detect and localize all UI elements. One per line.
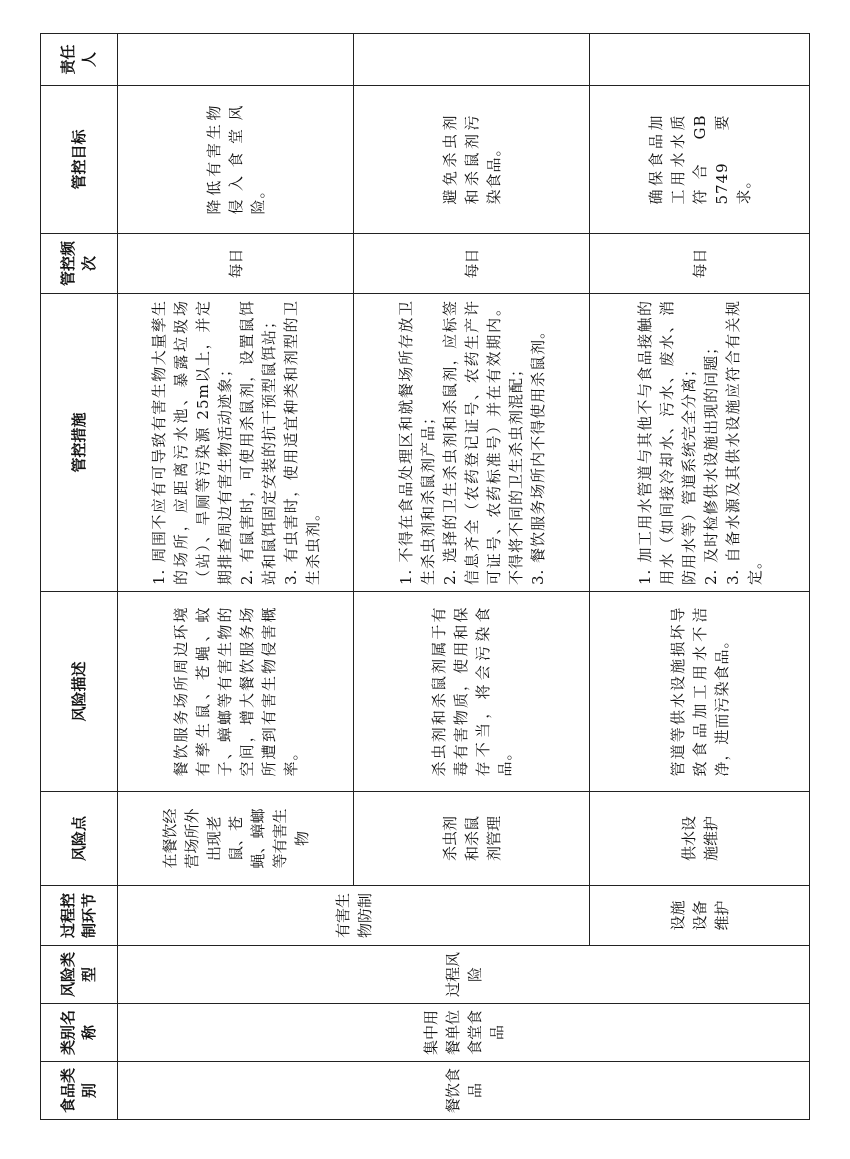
risk-description-text: 管道等供水设施损坏导致食品加工用水不洁净，进而污染食品。 [668, 606, 731, 777]
header-responsible-person: 责任人 [41, 34, 118, 86]
header-category-name: 类别名称 [41, 1004, 118, 1062]
control-target-cell [590, 86, 810, 234]
measure-line: 1. 周围不应有可导致有害生物大量孳生的场所，应距离污水池、暴露垃圾场（站）、旱厕等污染源 25m以上，并定期排查周边有害生物活动迹象； [149, 300, 234, 585]
header-risk-description: 风险描述 [41, 592, 118, 792]
header-control-frequency: 管控频次 [41, 234, 118, 294]
risk-description-cell [590, 592, 810, 792]
header-risk-type: 风险类型 [41, 946, 118, 1004]
measure-line: 1. 加工用水管道与其他不与食品接触的用水（如间接冷却水、污水、废水、消防用水等）管道系统完全分离； [635, 300, 698, 585]
header-food-category: 食品类别 [41, 1062, 118, 1120]
process-control-cell: 有害生物防制 [118, 886, 590, 946]
risk-description-text: 餐饮服务场所周边环境有孳生鼠、苍蝇、蚊子、蟑螂等有害生物的空间，增大餐饮服务场所遭到有害生物侵害概率。 [171, 606, 300, 777]
risk-point-text: 供水设施维护 [679, 816, 720, 862]
measure-line: 3. 有虫害时，使用适宜种类和剂型的卫生杀虫剂。 [281, 300, 322, 585]
process-control-cell [590, 886, 810, 946]
risk-type-cell: 过程风险 [118, 946, 810, 1004]
measure-line: 1. 不得在食品处理区和就餐场所存放卫生杀虫剂和杀鼠剂产品； [396, 300, 437, 585]
food-category-cell: 餐饮食品 [118, 1062, 810, 1120]
control-target-cell [118, 86, 354, 234]
responsible-person-cell [118, 34, 354, 86]
control-frequency-cell: 每日 [590, 234, 810, 294]
risk-control-table [40, 33, 810, 1120]
process-control-text: 设施设备维护 [668, 900, 731, 931]
risk-point-cell [118, 792, 354, 886]
control-measures-cell [354, 294, 590, 592]
header-row [41, 34, 118, 1120]
control-target-text: 确保食品加工用水水质符合 GB 5749 要求。 [646, 114, 753, 205]
measure-line: 3. 自备水源及其供水设施应符合有关规定。 [723, 300, 764, 585]
risk-description-cell [118, 592, 354, 792]
header-control-target: 管控目标 [41, 86, 118, 234]
control-frequency-cell: 每日 [118, 234, 354, 294]
rotated-table-wrapper [40, 34, 800, 1120]
control-frequency-cell: 每日 [354, 234, 590, 294]
risk-description-cell [354, 592, 590, 792]
responsible-person-cell [354, 34, 590, 86]
header-risk-point: 风险点 [41, 792, 118, 886]
responsible-person-cell [590, 34, 810, 86]
risk-point-text: 杀虫剂和杀鼠剂管理 [440, 816, 503, 862]
table-row [118, 34, 354, 1120]
control-measures-cell [118, 294, 354, 592]
measure-line: 2. 选择的卫生杀虫剂和杀鼠剂，应标签信息齐全（农药登记证号、农药生产许可证号、农药标准号）并在有效期内。不得将不同的卫生杀虫剂混配； [440, 300, 525, 585]
risk-point-cell [590, 792, 810, 886]
measure-line: 3. 餐饮服务场所内不得使用杀鼠剂。 [528, 322, 547, 585]
header-control-measures: 管控措施 [41, 294, 118, 592]
category-name-cell: 集中用餐单位食堂食品 [118, 1004, 810, 1062]
control-target-text: 避免杀虫剂和杀鼠剂污染食品。 [440, 114, 503, 205]
risk-description-text: 杀虫剂和杀鼠剂属于有毒有害物质，使用和保存不当，将会污染食品。 [429, 606, 514, 777]
measure-line: 2. 有鼠害时，可使用杀鼠剂，设置鼠饵站和鼠饵固定安装的抗干预型鼠饵站； [237, 300, 278, 585]
control-target-cell [354, 86, 590, 234]
risk-point-text: 在餐饮经营场所外出现老鼠、苍蝇、蟑螂等有害生物 [160, 808, 311, 869]
measure-line: 2. 及时检修供水设施出现的问题； [701, 338, 720, 585]
control-target-text: 降低有害生物侵入食堂风险。 [204, 104, 267, 215]
risk-point-cell [354, 792, 590, 886]
header-process-control: 过程控制环节 [41, 886, 118, 946]
control-measures-cell [590, 294, 810, 592]
